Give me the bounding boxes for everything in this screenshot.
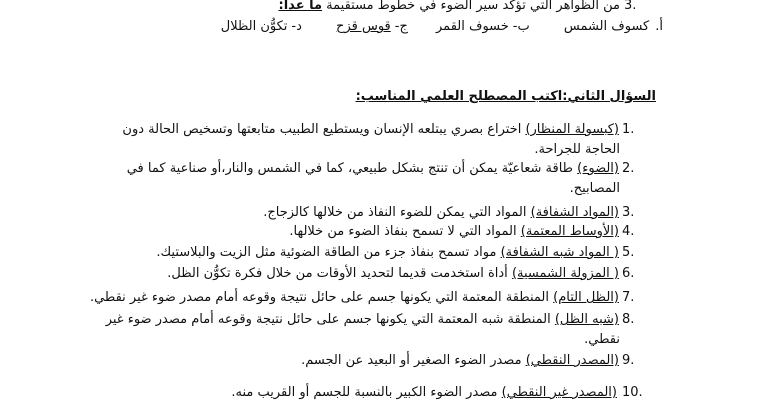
item-number: 7.	[622, 290, 635, 305]
list-item	[231, 384, 617, 401]
item-definition: أداة استخدمت قديما لتحديد الأوقات من خلال فكرة تكوُّن الظل.	[167, 266, 508, 281]
list-item	[106, 311, 619, 328]
item-definition: مصدر الضوء الكبير بالنسبة للجسم أو القريب منه.	[231, 385, 498, 400]
item-term: ( المواد شبه الشفافة)	[500, 245, 619, 260]
option-a: كسوف الشمس	[563, 19, 650, 34]
option-letter-b: ب-	[512, 19, 530, 34]
option-letter-d: د-	[291, 19, 302, 34]
item-number: 4.	[622, 224, 635, 239]
q1-options	[221, 18, 663, 35]
list-item	[289, 223, 619, 240]
item-number: 9.	[622, 353, 635, 368]
item-definition: مواد تسمح بنفاذ جزء من الطاقة الضوئية مثل الزيت والبلاستيك.	[156, 245, 497, 260]
item-number: 3.	[622, 205, 635, 220]
section-heading: السؤال الثاني:اكتب المصطلح العلمي المناسب:	[355, 89, 656, 104]
option-b: خسوف القمر	[436, 19, 509, 34]
item-term: (كبسولة المنظار)	[525, 122, 619, 137]
option-letter-a: أ.	[655, 19, 663, 34]
item-number: 1.	[622, 122, 635, 137]
item-number: 5.	[622, 245, 635, 260]
item-term: ( المزولة الشمسية)	[511, 266, 619, 281]
item-definition: اختراع بصري يبتلعه الإنسان ويستطيع الطبيب متابعتها وتسخيص الحالة دون	[122, 122, 522, 137]
list-item	[301, 352, 619, 369]
q1-item-text-main: من الظواهر التي تؤكد سير الضوء في خطوط مستقيمة	[322, 0, 620, 13]
item-definition: المواد التي لا تسمح بنفاذ الضوء من خلالها.	[289, 224, 517, 239]
q1-item-text-underlined: ما عدا:	[278, 0, 323, 13]
list-item	[122, 121, 619, 138]
item-definition: المواد التي يمكن للضوء النفاذ من خلالها كالزجاج.	[263, 205, 527, 220]
list-item	[90, 289, 619, 306]
item-definition-continued: المصابيح.	[569, 181, 620, 196]
item-number: 2.	[622, 161, 635, 176]
item-term: (المواد الشفافة)	[530, 205, 619, 220]
item-number: 10.	[622, 385, 643, 400]
item-term: (الأوساط المعتمة)	[520, 224, 619, 239]
item-definition-continued: نقطي.	[584, 332, 620, 347]
list-item	[167, 265, 619, 282]
item-term: (المصدر غير النقطي)	[501, 385, 617, 400]
item-term: (الضوء)	[577, 161, 619, 176]
item-definition: مصدر الضوء الصغير أو البعيد عن الجسم.	[301, 353, 522, 368]
option-d: تكوُّن الظلال	[220, 19, 288, 34]
list-item	[156, 244, 619, 261]
item-definition: طاقة شعاعيّة يمكن أن تنتج بشكل طبيعي، كما في الشمس والنار،أو صناعية كما في	[126, 161, 574, 176]
q1-item-number: 3.	[624, 0, 637, 13]
item-definition: المنطقة المعتمة التي يكونها جسم على حائل نتيجة وقوعه أمام مصدر ضوء غير نقطي.	[89, 290, 549, 305]
list-item	[127, 160, 619, 177]
item-term: (الظل التام)	[553, 290, 619, 305]
list-item	[263, 204, 619, 221]
option-c: قوس قزح	[336, 19, 391, 34]
item-number: 8.	[622, 312, 635, 327]
item-term: (شبه الظل)	[554, 312, 619, 327]
item-number: 6.	[622, 266, 635, 281]
q1-item-text	[279, 0, 620, 14]
item-term: (المصدر النقطي)	[525, 353, 619, 368]
option-letter-c: ج-	[394, 19, 408, 34]
item-definition: المنطقة شبه المعتمة التي يكونها جسم على حائل نتيجة وقوعه أمام مصدر ضوء غير	[105, 312, 551, 327]
item-definition-continued: الحاجة للجراحة.	[534, 142, 620, 157]
